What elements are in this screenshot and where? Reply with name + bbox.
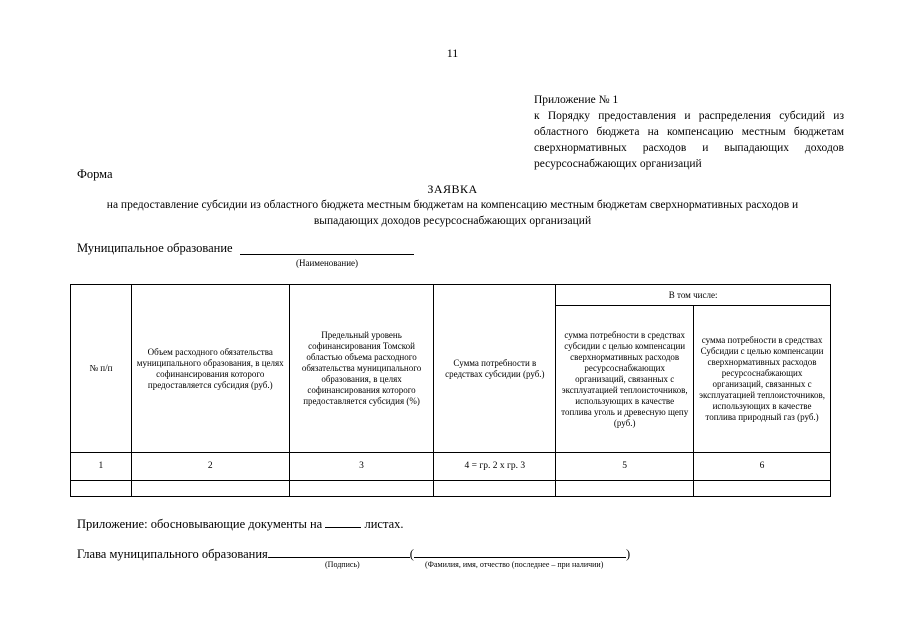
appendix-text: к Порядку предоставления и распределения субсидий из областного бюджета на компенсацию местным бюджетам сверхнормативных расходов и выпадающих доходов ресурсоснабжающих организаций <box>534 110 844 170</box>
header-cell-cofinancing-level: Предельный уровень софинансирования Томской областью объема расходного обязательства муниципального образования, в целях софинансирования которого предоставляется субсидия (%) <box>289 285 434 453</box>
appendix-title: Приложение № 1 <box>534 94 619 106</box>
header-cell-obligation-volume: Объем расходного обязательства муниципального образования, в целях софинансирования которого предоставляется субсидия (руб.) <box>131 285 289 453</box>
attachment-sheets-field[interactable] <box>325 516 361 528</box>
table-row <box>71 481 831 497</box>
column-number-cell: 4 = гр. 2 x гр. 3 <box>434 453 556 481</box>
document-title: ЗАЯВКА <box>427 182 478 196</box>
head-label: Глава муниципального образования <box>77 547 268 561</box>
header-cell-including: В том числе: <box>556 285 831 306</box>
header-cell-number: № п/п <box>71 285 132 453</box>
header-cell-subsidy-need: Сумма потребности в средствах субсидии (руб.) <box>434 285 556 453</box>
municipality-name-field[interactable] <box>240 241 414 255</box>
column-number-cell: 2 <box>131 453 289 481</box>
signature-field[interactable] <box>268 546 410 558</box>
column-number-cell: 3 <box>289 453 434 481</box>
column-number-cell: 5 <box>556 453 694 481</box>
table-cell[interactable] <box>434 481 556 497</box>
close-paren: ) <box>625 547 631 561</box>
table-cell[interactable] <box>556 481 694 497</box>
table-cell[interactable] <box>289 481 434 497</box>
table-cell[interactable] <box>131 481 289 497</box>
full-name-caption: (Фамилия, имя, отчество (последнее – при наличии) <box>425 560 604 569</box>
municipality-label: Муниципальное образование <box>77 241 233 255</box>
table-cell[interactable] <box>71 481 132 497</box>
page-number: 11 <box>446 46 459 60</box>
open-paren: ( <box>409 547 414 561</box>
header-cell-gas-fuel: сумма потребности в средствах Субсидии с целью компенсации сверхнормативных расходов ресурсоснабжающих организаций, связанных с эксплуатацией теплоисточников, использующих в качестве топлива природный газ (руб.) <box>694 306 831 453</box>
attachment-line <box>77 516 404 532</box>
document-subtitle: на предоставление субсидии из областного бюджета местным бюджетам на компенсацию местным бюджетам сверхнормативных расходов и выпадающих доходов ресурсоснабжающих организаций <box>106 199 799 227</box>
full-name-field[interactable] <box>414 546 626 558</box>
appendix-block <box>534 92 844 172</box>
column-number-row <box>71 453 831 481</box>
attachment-prefix: Приложение: обосновывающие документы на <box>77 517 323 531</box>
header-cell-coal-fuel: сумма потребности в средствах субсидии с целью компенсации сверхнормативных расходов ресурсоснабжающих организаций, связанных с эксплуатацией теплоисточников, использующих в качестве топлива уголь и древесную щепу (руб.) <box>556 306 694 453</box>
form-label: Форма <box>77 167 113 181</box>
request-table <box>70 284 831 497</box>
attachment-suffix: листах. <box>364 517 404 531</box>
column-number-cell: 6 <box>694 453 831 481</box>
signature-caption: (Подпись) <box>325 560 360 569</box>
table-cell[interactable] <box>694 481 831 497</box>
municipality-name-caption: (Наименование) <box>295 258 359 268</box>
column-number-cell: 1 <box>71 453 132 481</box>
